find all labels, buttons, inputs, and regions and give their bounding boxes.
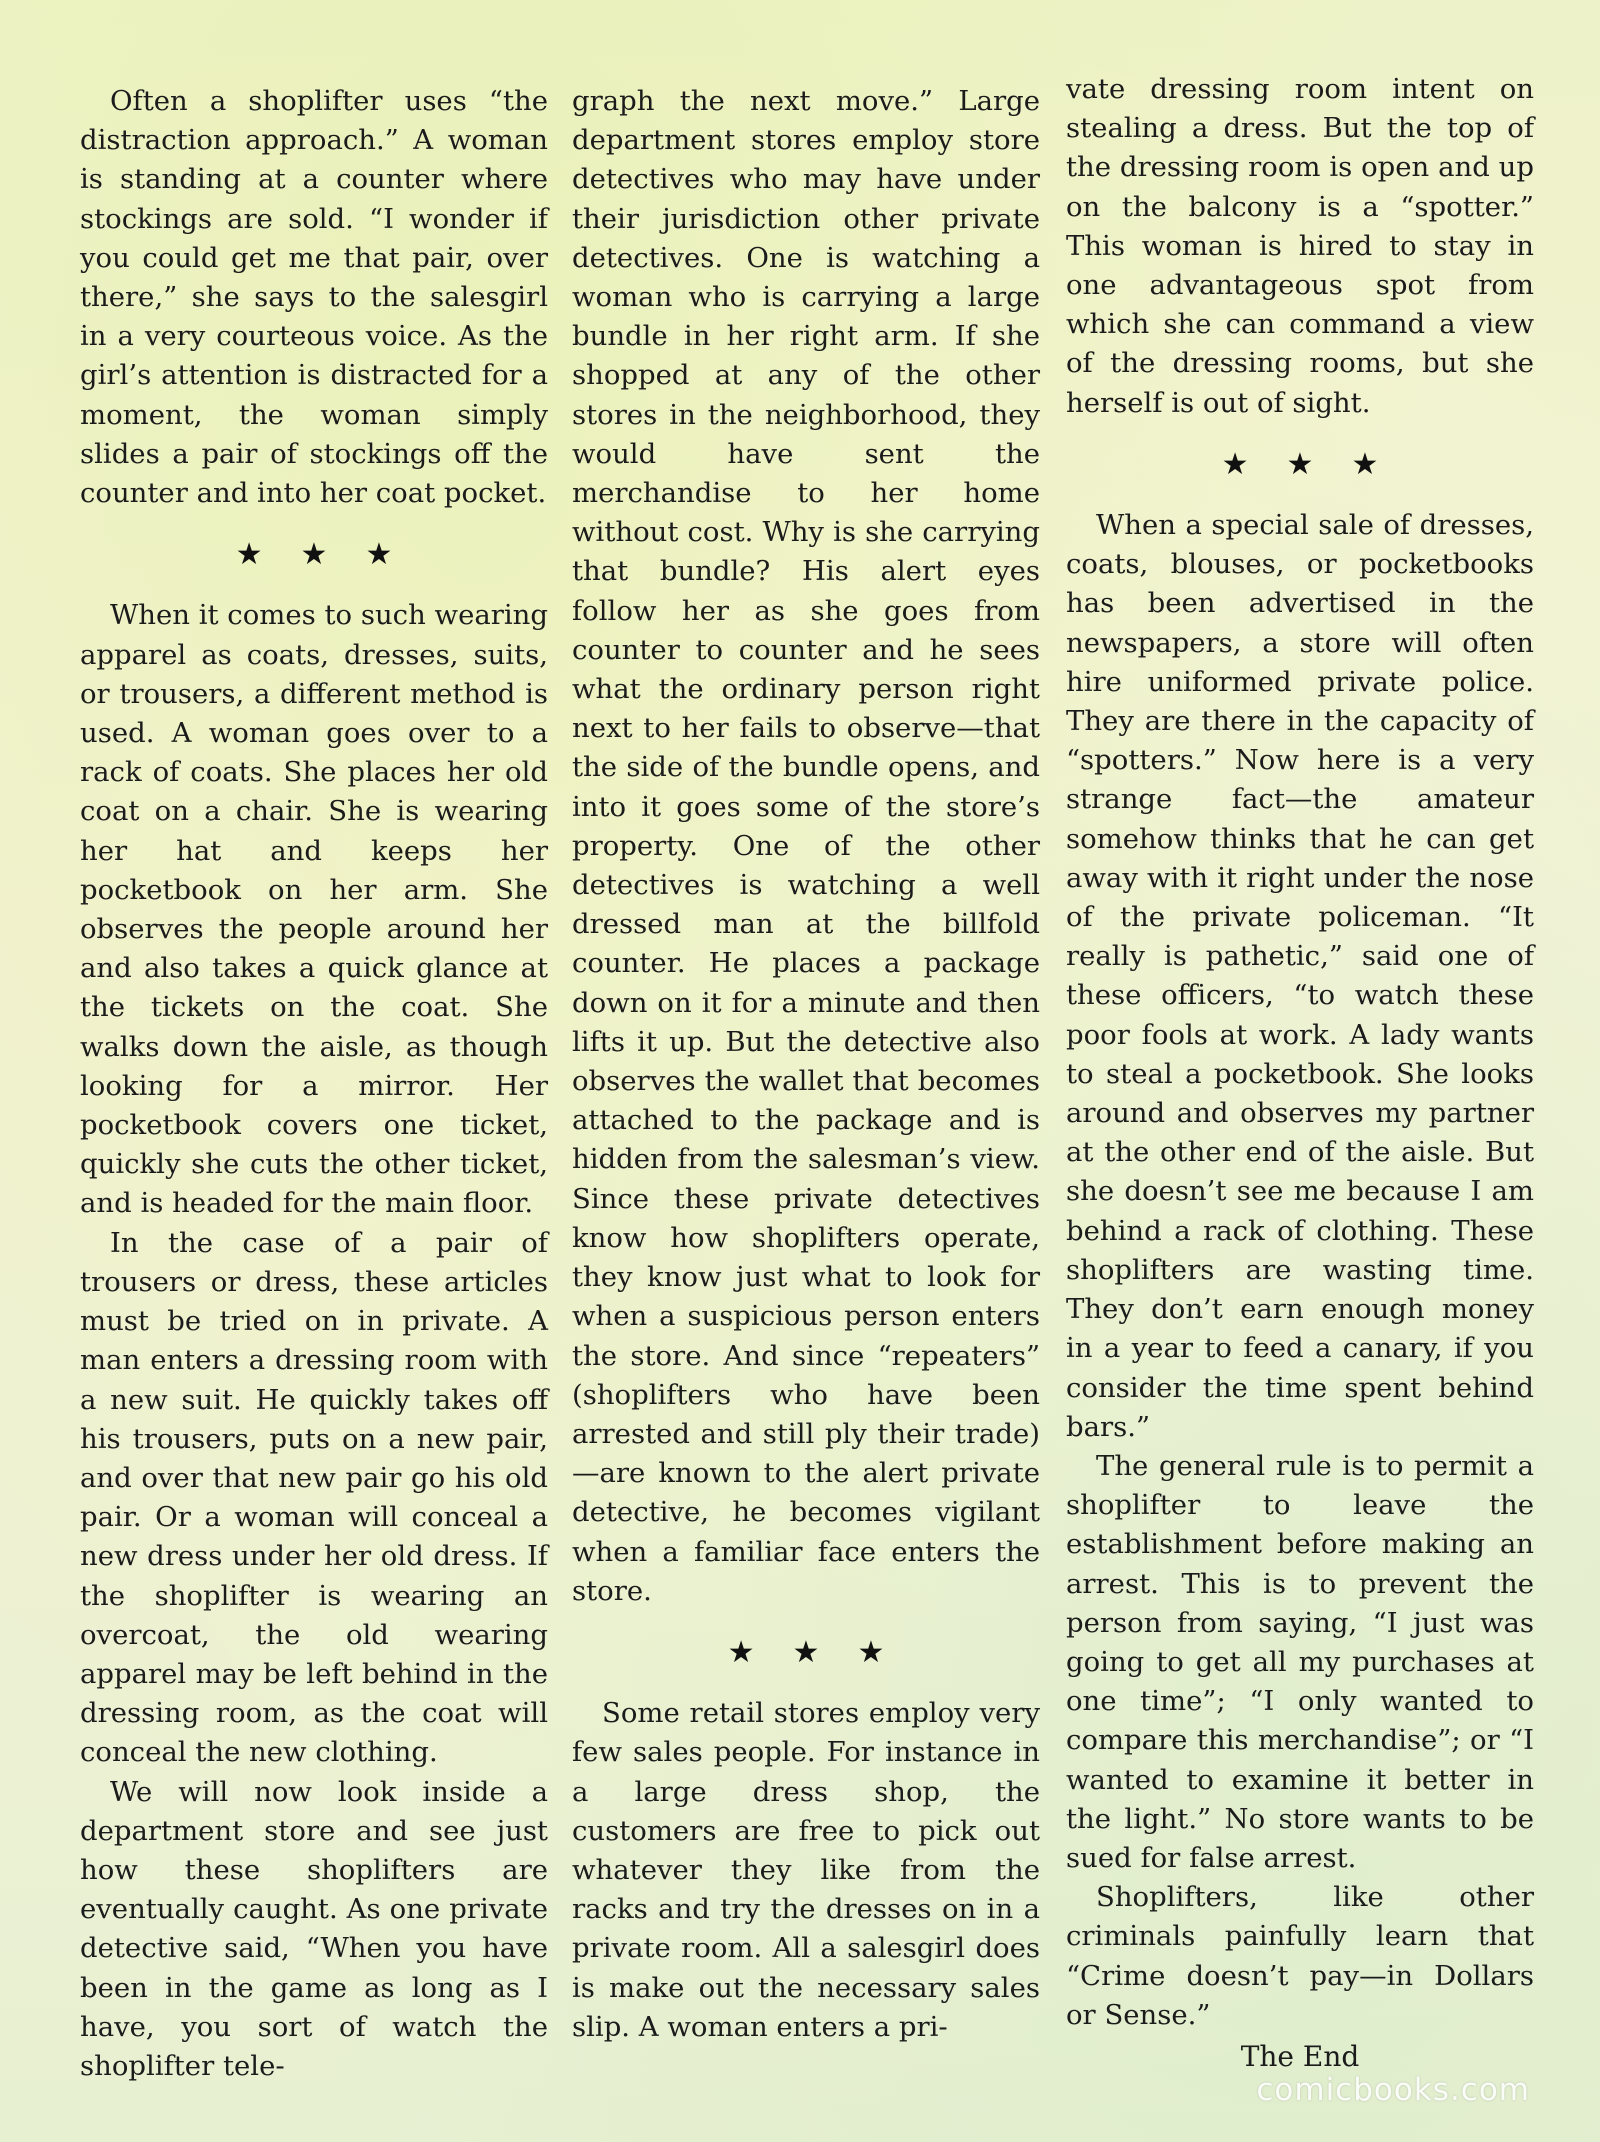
paragraph-department-store: We will now look inside a department store and see just how these shoplifters are eventually caught. As one private detective said, “When you have been in the game as long as I have, you sort of watch the shoplifter tele- xyxy=(80,1775,548,2082)
site-watermark: comicbooks.com xyxy=(1256,2072,1530,2108)
text-column-1 xyxy=(80,82,548,2086)
the-end-label: The End xyxy=(1240,2039,1360,2073)
text-column-2 xyxy=(572,82,1040,2047)
paragraph-distraction-approach: Often a shoplifter uses “the distraction approach.” A woman is standing at a counter where stockings are sold. “I wonder if you could get me that pair, over there,” she says to the salesgirl in a very courteous voice. As the girl’s attention is distracted for a moment, the woman simply slides a pair of stockings off the counter and into her coat pocket. xyxy=(80,85,548,510)
paragraph-trousers-or-dress: In the case of a pair of trousers or dress, these articles must be tried on in private. A man enters a dressing room with a new suit. He quickly takes off his trousers, puts on a new pair, and over that new pair go his old pair. Or a woman will conceal a new dress under her old dress. If the shoplifter is wearing an overcoat, the old wearing apparel may be left behind in the dressing room, as the coat will conceal the new clothing. xyxy=(80,1226,548,1769)
paragraph-special-sale: When a special sale of dresses, coats, blouses, or pocketbooks has been advertised in the newspapers, a store will often hire uniformed private police. They are there in the capacity of “spotters.” Now here is a very strange fact—the amateur somehow thinks that he can get away with it right under the nose of the private policeman. “It really is pathetic,” said one of these officers, “to watch these poor fools at work. A lady wants to steal a pocketbook. She looks around and observes my partner at the other end of the aisle. But she doesn’t see me because I am behind a rack of clothing. These shoplifters are wasting time. They don’t earn enough money in a year to feed a canary, if you consider the time spent behind bars.” xyxy=(1066,509,1534,1443)
paragraph-retail-stores: Some retail stores employ very few sales people. For instance in a large dress shop, the customers are free to pick out whatever they like from the racks and try the dresses on in a private room. All a salesgirl does is make out the necessary sales slip. A woman enters a pri- xyxy=(572,1697,1040,2043)
section-divider-stars: ★★★ xyxy=(1221,446,1417,482)
paragraph-store-detectives: graph the next move.” Large department stores employ store detectives who may have under their jurisdiction other private detectives. One is watching a woman who is carrying a large bundle in her right arm. If she shopped at any of the other stores in the neighborhood, they would have sent the merchandise to her home without cost. Why is she carrying that bundle? His alert eyes follow her as she goes from counter to counter and he sees what the ordinary person right next to her fails to observe—that the side of the bundle opens, and into it goes some of the store’s property. One of the other detectives is watching a well dressed man at the billfold counter. He places a package down on it for a minute and then lifts it up. But the detective also observes the wallet that becomes attached to the package and is hidden from the salesman’s view. Since these private detectives know how shoplifters operate, they know just what to look for when a suspicious person enters the store. And since “repeaters” (shoplifters who have been arrested and still ply their trade)—are known to the alert private detective, he becomes vigilant when a familiar face enters the store. xyxy=(572,85,1040,1607)
section-divider-stars: ★★★ xyxy=(727,1634,923,1670)
paragraph-crime-doesnt-pay: Shoplifters, like other criminals painfully learn that “Crime doesn’t pay—in Dollars or Sense.” xyxy=(1066,1881,1534,2031)
text-column-3 xyxy=(1066,70,1534,2076)
section-divider-stars: ★★★ xyxy=(235,537,431,573)
paragraph-dressing-room-spotter: vate dressing room intent on stealing a dress. But the top of the dressing room is open and up on the balcony is a “spotter.” This woman is hired to stay in one advantageous spot from which she can command a view of the dressing rooms, but she herself is out of sight. xyxy=(1066,73,1534,419)
paragraph-general-rule: The general rule is to permit a shoplifter to leave the establishment before making an arrest. This is to prevent the person from saying, “I just was going to get all my purchases at one time”; “I only wanted to compare this merchandise”; or “I wanted to examine it better in the light.” No store wants to be sued for false arrest. xyxy=(1066,1449,1534,1874)
paragraph-wearing-apparel: When it comes to such wearing apparel as coats, dresses, suits, or trousers, a different method is used. A woman goes over to a rack of coats. She places her old coat on a chair. She is wearing her hat and keeps her pocketbook on her arm. She observes the people around her and also takes a quick glance at the tickets on the coat. She walks down the aisle, as though looking for a mirror. Her pocketbook covers one ticket, quickly she cuts the other ticket, and is headed for the main floor. xyxy=(80,599,548,1220)
